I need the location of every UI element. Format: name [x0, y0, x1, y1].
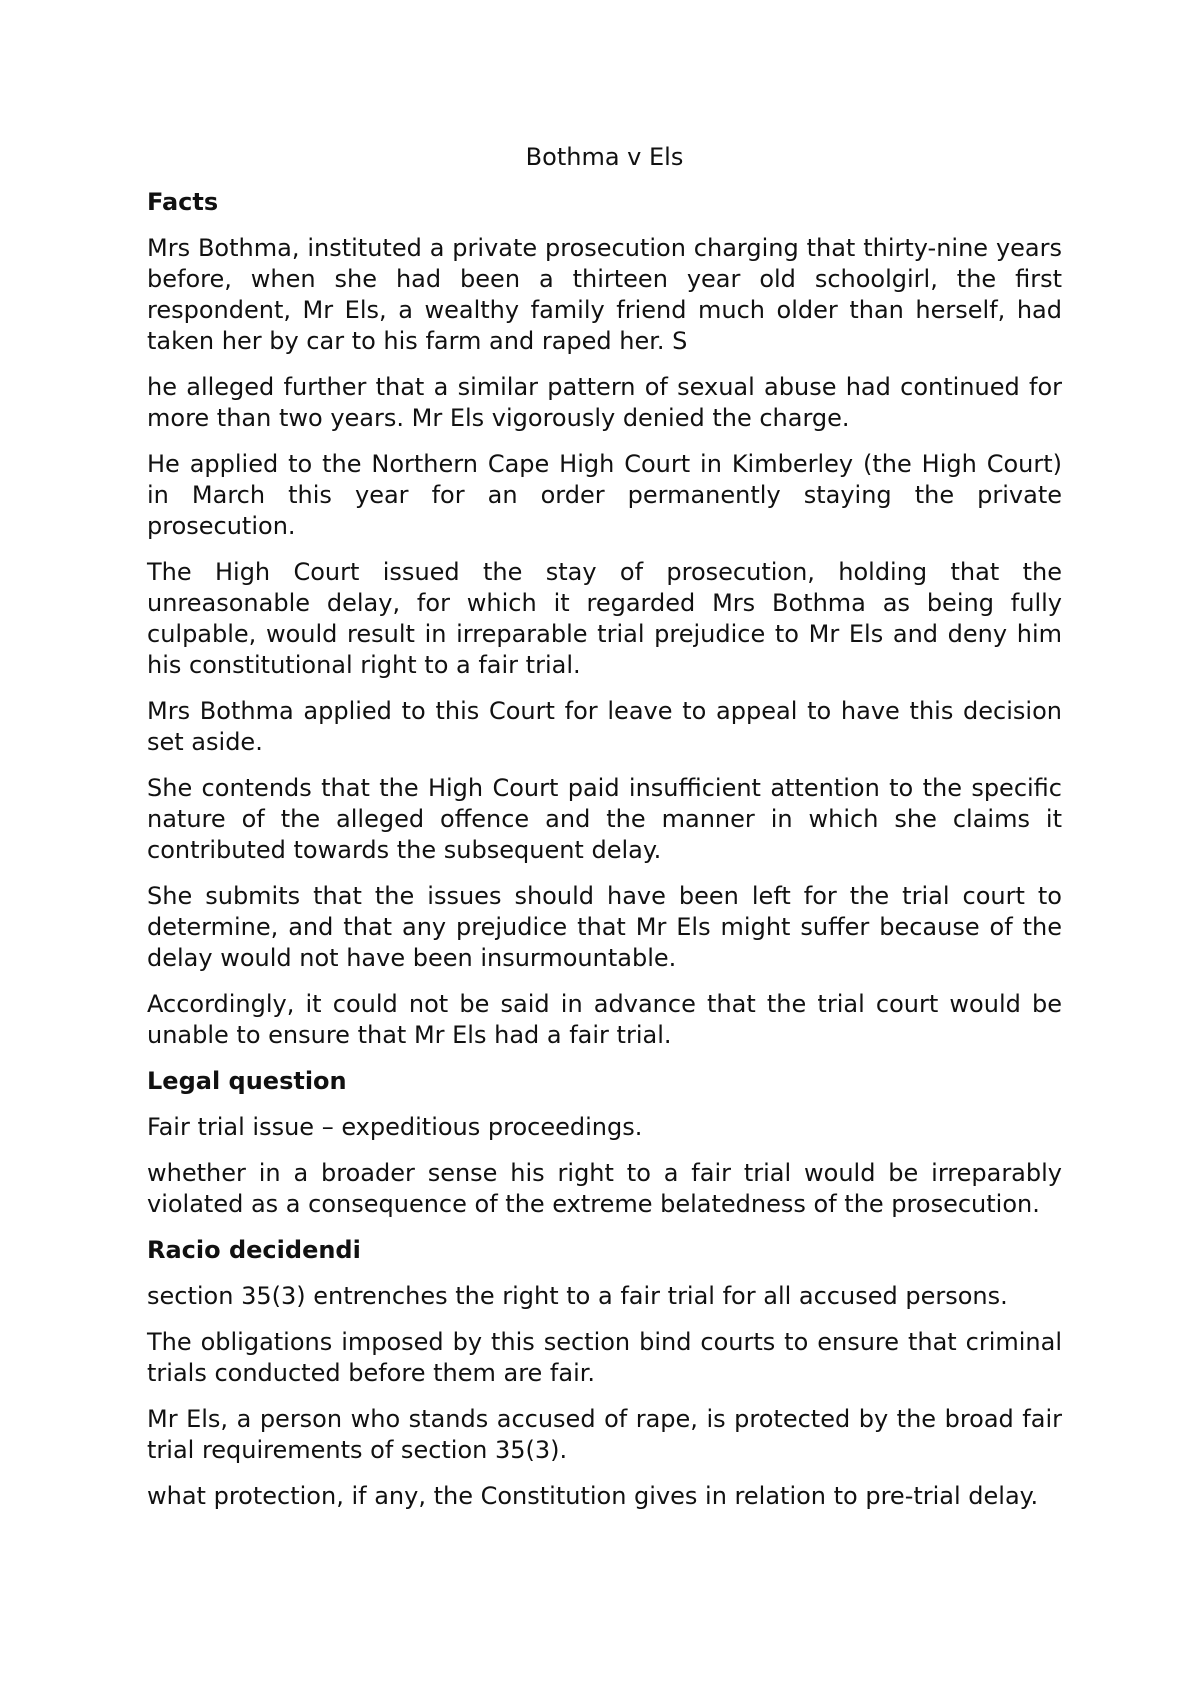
paragraph: The High Court issued the stay of prosecution, holding that the unreasonable delay, for which it regarded Mrs Bothma as being fully culpable, would result in irreparable trial prejudice to Mr Els and deny him his constitutional right to a fair trial.: [147, 558, 1062, 679]
paragraph: section 35(3) entrenches the right to a fair trial for all accused persons.: [147, 1282, 1008, 1310]
paragraph: She submits that the issues should have been left for the trial court to determine, and that any prejudice that Mr Els might suffer because of the delay would not have been insurmountable.: [147, 882, 1062, 972]
paragraph: what protection, if any, the Constitution gives in relation to pre-trial delay.: [147, 1482, 1039, 1510]
document-page: [147, 142, 1062, 1527]
paragraph: Mrs Bothma applied to this Court for leave to appeal to have this decision set aside.: [147, 697, 1062, 756]
paragraph: Accordingly, it could not be said in advance that the trial court would be unable to ensure that Mr Els had a fair trial.: [147, 990, 1062, 1049]
paragraph: whether in a broader sense his right to a fair trial would be irreparably violated as a consequence of the extreme belatedness of the prosecution.: [147, 1159, 1062, 1218]
section-heading-legal-question: Legal question: [147, 1067, 347, 1095]
section-facts: [147, 187, 1062, 1051]
paragraph: Fair trial issue – expeditious proceedings.: [147, 1113, 643, 1141]
section-racio-decidendi: [147, 1235, 1062, 1512]
paragraph: Mr Els, a person who stands accused of rape, is protected by the broad fair trial requirements of section 35(3).: [147, 1405, 1062, 1464]
paragraph: The obligations imposed by this section bind courts to ensure that criminal trials conducted before them are fair.: [147, 1328, 1062, 1387]
paragraph: he alleged further that a similar pattern of sexual abuse had continued for more than two years. Mr Els vigorously denied the charge.: [147, 373, 1062, 432]
paragraph: He applied to the Northern Cape High Court in Kimberley (the High Court) in March this year for an order permanently staying the private prosecution.: [147, 450, 1062, 540]
paragraph: Mrs Bothma, instituted a private prosecution charging that thirty-nine years before, when she had been a thirteen year old schoolgirl, the first respondent, Mr Els, a wealthy family friend much older than herself, had taken her by car to his farm and raped her. S: [147, 234, 1062, 355]
paragraph: She contends that the High Court paid insufficient attention to the specific nature of the alleged offence and the manner in which she claims it contributed towards the subsequent delay.: [147, 774, 1062, 864]
section-legal-question: [147, 1066, 1062, 1220]
section-heading-racio-decidendi: Racio decidendi: [147, 1236, 361, 1264]
document-title: Bothma v Els: [525, 143, 684, 171]
section-heading-facts: Facts: [147, 188, 219, 216]
